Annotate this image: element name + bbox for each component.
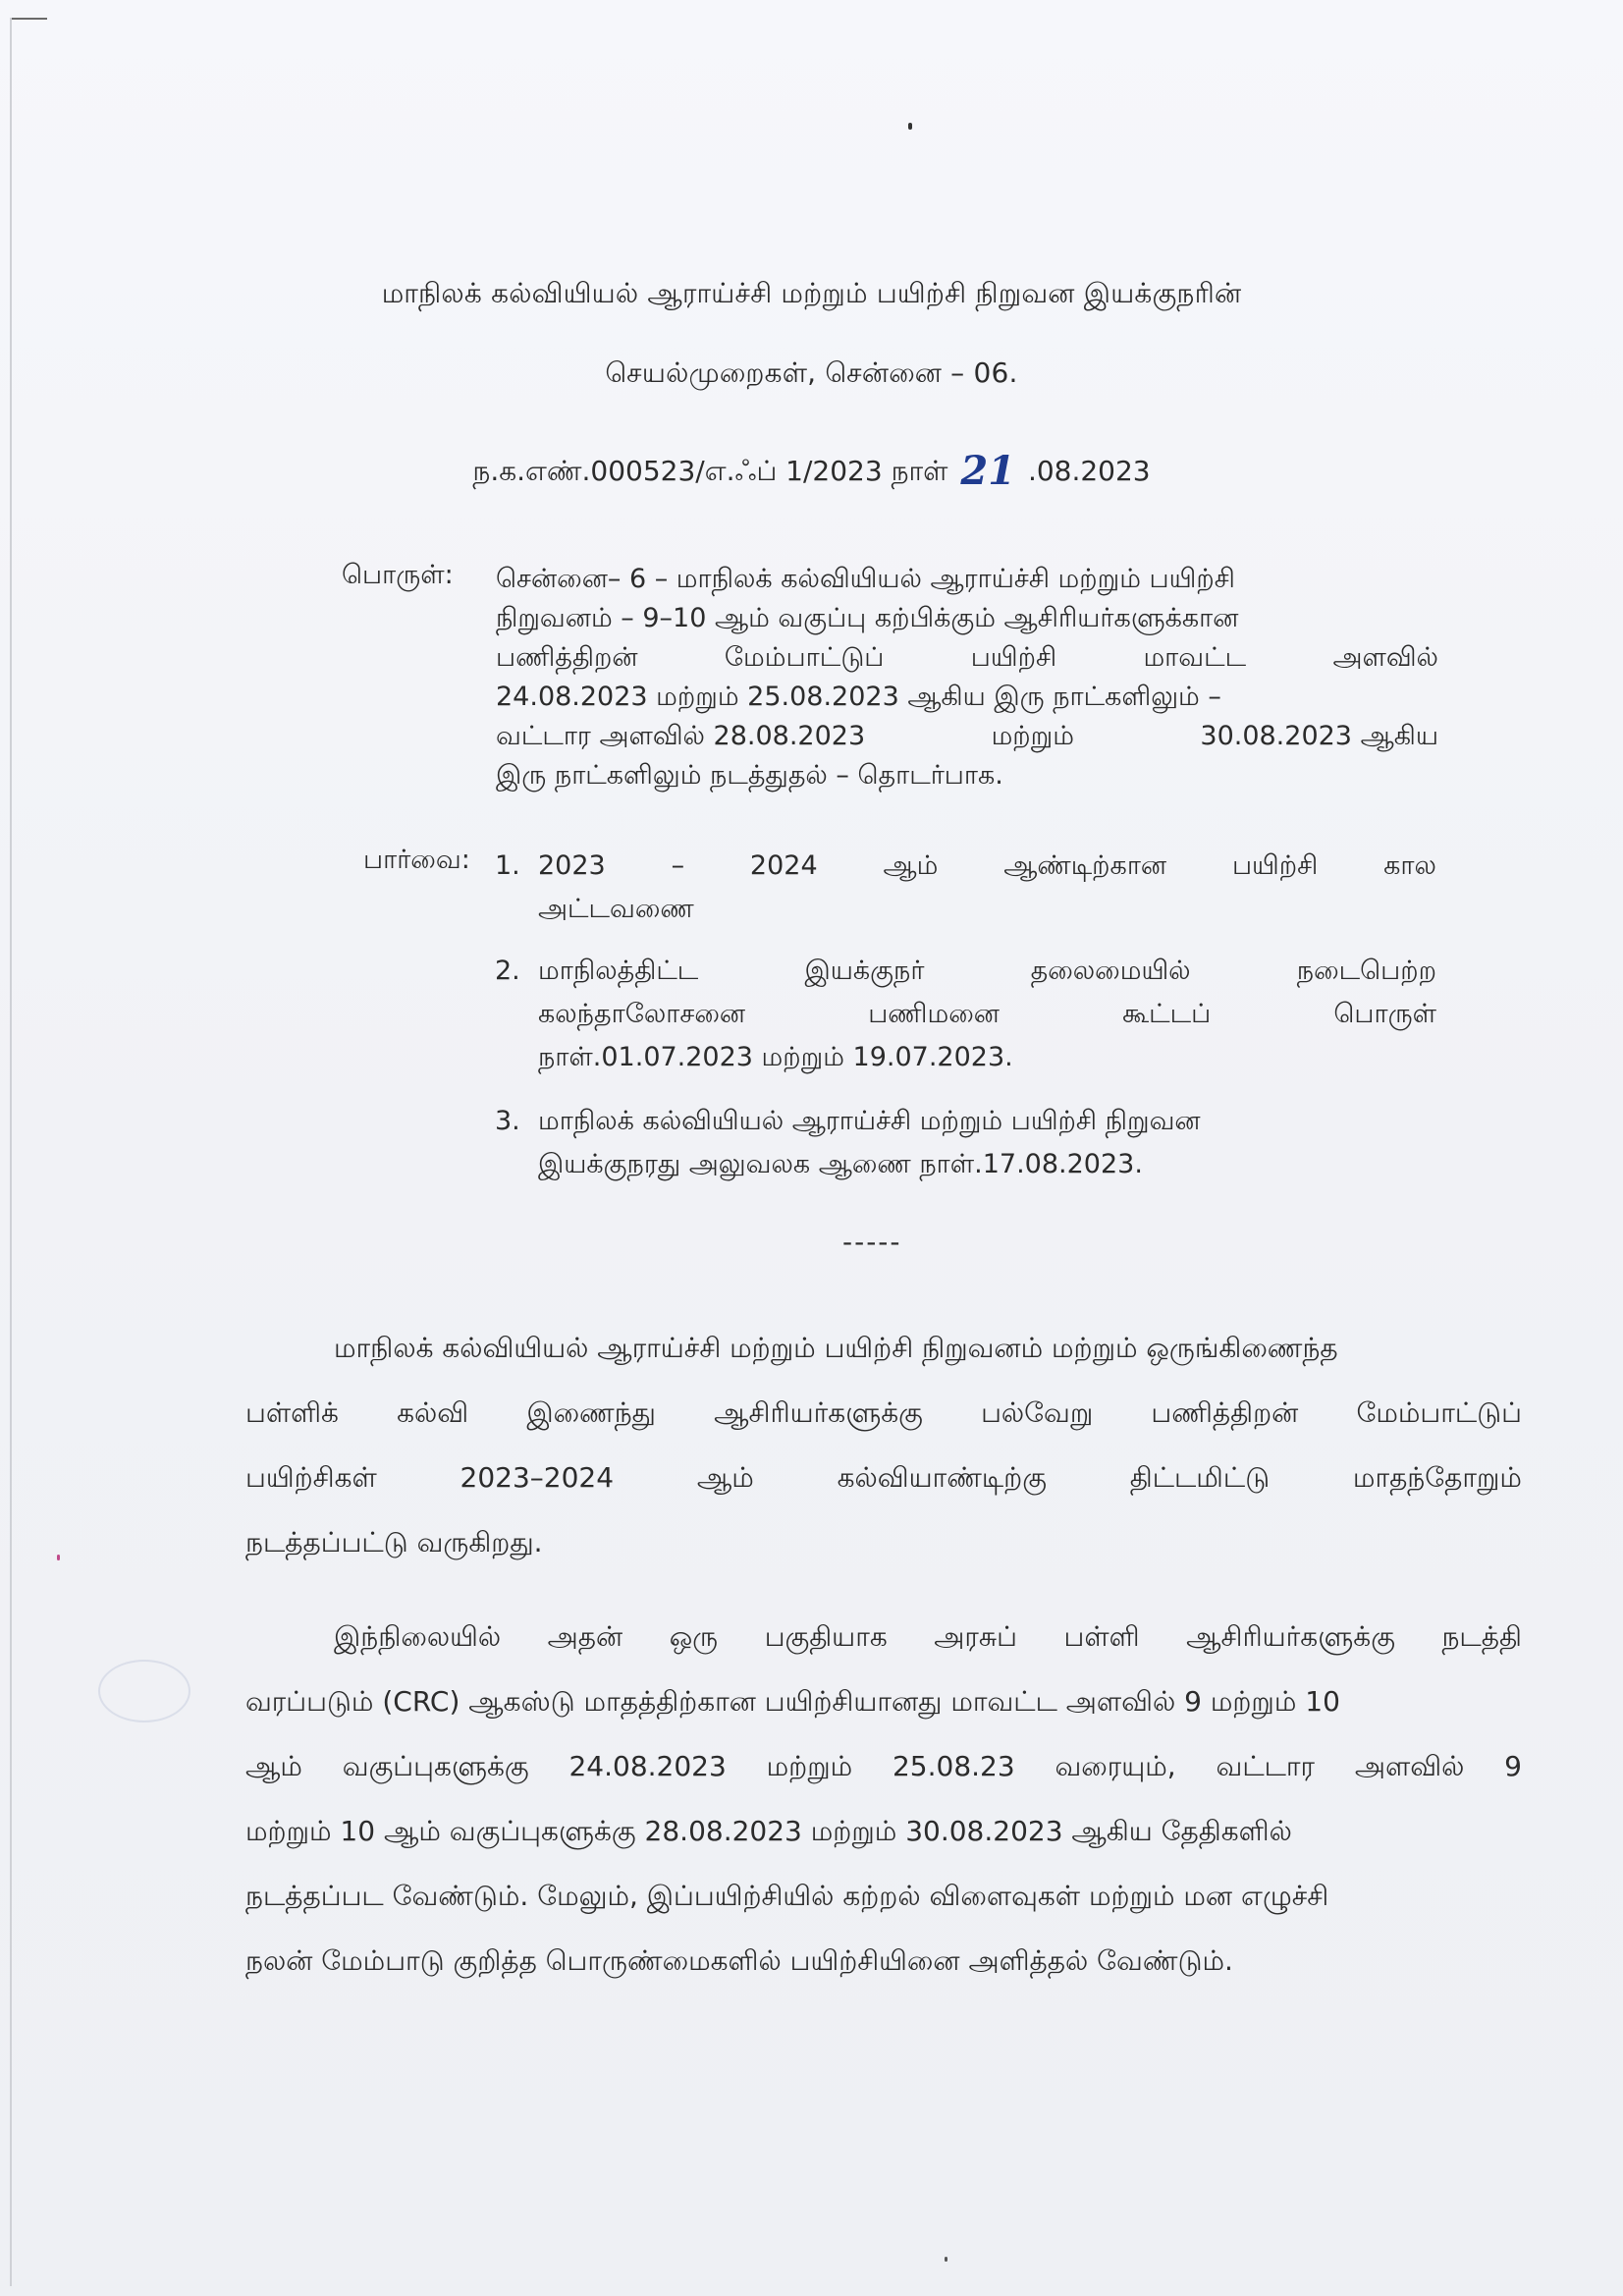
reference-item-3 xyxy=(495,1100,1436,1186)
reference-line xyxy=(538,1143,1436,1186)
subject-word: 24.08.2023 மற்றும் 25.08.2023 ஆகிய இரு நாட்களிலும் – xyxy=(496,682,1221,712)
reference-word: பயிற்சி xyxy=(1231,850,1319,881)
header-line-1: மாநிலக் கல்வியியல் ஆராய்ச்சி மற்றும் பயிற்சி நிறுவன இயக்குநரின் xyxy=(381,277,1242,309)
reference-word: 2024 xyxy=(749,850,818,881)
body-line xyxy=(245,1381,1522,1446)
body-word: 24.08.2023 xyxy=(568,1750,727,1782)
body-line xyxy=(245,1734,1522,1799)
reference-item-1 xyxy=(495,845,1436,931)
body-line xyxy=(245,1669,1522,1734)
body-paragraph-1 xyxy=(245,1316,1522,1575)
body-word: அரசுப் xyxy=(934,1620,1017,1653)
reference-word: பொருள் xyxy=(1333,999,1436,1029)
reference-item-number: 2. xyxy=(495,956,520,986)
body-line xyxy=(245,1929,1522,1994)
body-word: திட்டமிட்டு xyxy=(1129,1461,1271,1494)
body-word: நலன் மேம்பாடு குறித்த பொருண்மைகளில் பயிற்சியினை அளித்தல் வேண்டும். xyxy=(245,1944,1233,1977)
body-word: கல்வி xyxy=(397,1396,469,1429)
body-word: வட்டார xyxy=(1216,1750,1315,1782)
body-word: மற்றும் 10 ஆம் வகுப்புகளுக்கு 28.08.2023 மற்றும் 30.08.2023 ஆகிய தேதிகளில் xyxy=(245,1815,1292,1847)
subject-word: அளவில் xyxy=(1332,642,1438,673)
reference-line xyxy=(538,1100,1436,1143)
body-word: நடத்தி xyxy=(1441,1620,1522,1653)
reference-word: அட்டவணை xyxy=(538,894,694,924)
subject-word: பணித்திறன் xyxy=(496,642,638,673)
reference-line xyxy=(538,845,1436,888)
subject-line xyxy=(496,599,1438,638)
body-word: ஆம் xyxy=(696,1461,754,1494)
subject-word: 30.08.2023 ஆகிய xyxy=(1200,721,1438,751)
subject-label: பொருள்: xyxy=(342,560,454,590)
body-word: பள்ளிக் xyxy=(245,1396,339,1429)
body-word: இணைந்து xyxy=(526,1396,656,1429)
subject-word: நிறுவனம் – 9–10 ஆம் வகுப்பு கற்பிக்கும் ஆசிரியர்களுக்கான xyxy=(496,603,1239,633)
bleed-through-mark xyxy=(98,1660,190,1722)
ink-dot xyxy=(908,123,912,130)
body-word: பணித்திறன் xyxy=(1151,1396,1299,1429)
reference-word: ஆண்டிற்கான xyxy=(1003,850,1167,881)
body-line xyxy=(245,1864,1522,1929)
subject-word: பயிற்சி xyxy=(970,642,1057,673)
body-word: மாநிலக் கல்வியியல் ஆராய்ச்சி மற்றும் பயிற்சி நிறுவனம் மற்றும் ஒருங்கிணைந்த xyxy=(334,1332,1338,1364)
subject-line xyxy=(496,638,1438,678)
reference-word: கால xyxy=(1383,850,1436,881)
ink-dot-pink xyxy=(57,1555,60,1560)
body-word: ஆம் xyxy=(245,1750,302,1782)
subject-word: வட்டார அளவில் 28.08.2023 xyxy=(496,721,866,751)
body-word: பள்ளி xyxy=(1063,1620,1140,1653)
handwritten-date-day: 21 xyxy=(960,448,1016,494)
subject-text xyxy=(496,560,1438,795)
reference-item-2 xyxy=(495,950,1436,1079)
subject-line xyxy=(496,717,1438,756)
reference-word: 2023 xyxy=(538,850,606,881)
reference-item-number: 1. xyxy=(495,850,520,881)
body-line xyxy=(245,1510,1522,1575)
body-word: ஆசிரியர்களுக்கு xyxy=(1186,1620,1395,1653)
reference-word: தலைமையில் xyxy=(1030,956,1191,986)
subject-word: மேம்பாட்டுப் xyxy=(724,642,885,673)
subject-line xyxy=(496,756,1438,795)
subject-word: இரு நாட்களிலும் நடத்துதல் – தொடர்பாக. xyxy=(496,760,1003,791)
ink-dot-bottom xyxy=(945,2257,947,2262)
reference-word: நடைபெற்ற xyxy=(1296,956,1436,986)
body-word: வரப்படும் (CRC) ஆகஸ்டு மாதத்திற்கான பயிற்சியானது மாவட்ட அளவில் 9 மற்றும் 10 xyxy=(245,1685,1340,1718)
reference-line xyxy=(538,993,1436,1036)
reference-item-number: 3. xyxy=(495,1106,520,1136)
reference-line xyxy=(538,888,1436,931)
reference-word: மாநிலக் கல்வியியல் ஆராய்ச்சி மற்றும் பயிற்சி நிறுவன xyxy=(538,1106,1201,1136)
reference-word: நாள்.01.07.2023 மற்றும் 19.07.2023. xyxy=(538,1042,1013,1072)
body-line xyxy=(245,1446,1522,1510)
reference-number-prefix: ந.க.எண்.000523/எ.ஃப் 1/2023 நாள் xyxy=(472,455,948,487)
body-paragraph-2 xyxy=(245,1605,1522,1994)
reference-word: ஆம் xyxy=(883,850,939,881)
body-word: அளவில் xyxy=(1354,1750,1465,1782)
body-word: ஒரு xyxy=(669,1620,719,1653)
body-word: இந்நிலையில் xyxy=(334,1620,502,1653)
body-line xyxy=(245,1316,1522,1381)
reference-line xyxy=(538,950,1436,993)
body-word: பயிற்சிகள் xyxy=(245,1461,377,1494)
body-line xyxy=(245,1605,1522,1669)
body-word: 25.08.23 xyxy=(892,1750,1015,1782)
references-label: பார்வை: xyxy=(363,845,470,875)
reference-word: கலந்தாலோசனை xyxy=(538,999,746,1029)
body-word: ஆசிரியர்களுக்கு xyxy=(714,1396,923,1429)
body-word: கல்வியாண்டிற்கு xyxy=(837,1461,1047,1494)
subject-line xyxy=(496,560,1438,599)
body-word: மாதந்தோறும் xyxy=(1352,1461,1522,1494)
reference-word: இயக்குநரது அலுவலக ஆணை நாள்.17.08.2023. xyxy=(538,1149,1143,1179)
reference-word: மாநிலத்திட்ட xyxy=(538,956,699,986)
subject-word: சென்னை– 6 – மாநிலக் கல்வியியல் ஆராய்ச்சி மற்றும் பயிற்சி xyxy=(496,564,1235,594)
body-word: வகுப்புகளுக்கு xyxy=(342,1750,529,1782)
reference-word: கூட்டப் xyxy=(1122,999,1212,1029)
body-word: மற்றும் xyxy=(766,1750,853,1782)
subject-word: மாவட்ட xyxy=(1143,642,1247,673)
body-word: 2023–2024 xyxy=(460,1461,615,1494)
body-word: அதன் xyxy=(547,1620,623,1653)
body-word: 9 xyxy=(1504,1750,1522,1782)
body-word: மேம்பாட்டுப் xyxy=(1356,1396,1522,1429)
body-line xyxy=(245,1799,1522,1864)
body-word: நடத்தப்பட வேண்டும். மேலும், இப்பயிற்சியில் கற்றல் விளைவுகள் மற்றும் மன எழுச்சி xyxy=(245,1880,1329,1912)
reference-word: இயக்குநர் xyxy=(804,956,925,986)
reference-number-suffix: .08.2023 xyxy=(1027,455,1151,487)
reference-number-line xyxy=(0,444,1623,494)
body-word: வரையும், xyxy=(1055,1750,1176,1782)
section-separator: ----- xyxy=(842,1226,902,1258)
subject-word: மற்றும் xyxy=(991,721,1074,751)
body-word: நடத்தப்பட்டு வருகிறது. xyxy=(245,1526,543,1558)
reference-word: பணிமனை xyxy=(868,999,1000,1029)
header-line-2: செயல்முறைகள், சென்னை – 06. xyxy=(605,356,1018,389)
reference-line xyxy=(538,1036,1436,1079)
subject-line xyxy=(496,678,1438,717)
reference-word: – xyxy=(671,850,685,881)
body-word: பகுதியாக xyxy=(764,1620,888,1653)
scan-corner-mark xyxy=(10,18,47,20)
body-word: பல்வேறு xyxy=(981,1396,1094,1429)
